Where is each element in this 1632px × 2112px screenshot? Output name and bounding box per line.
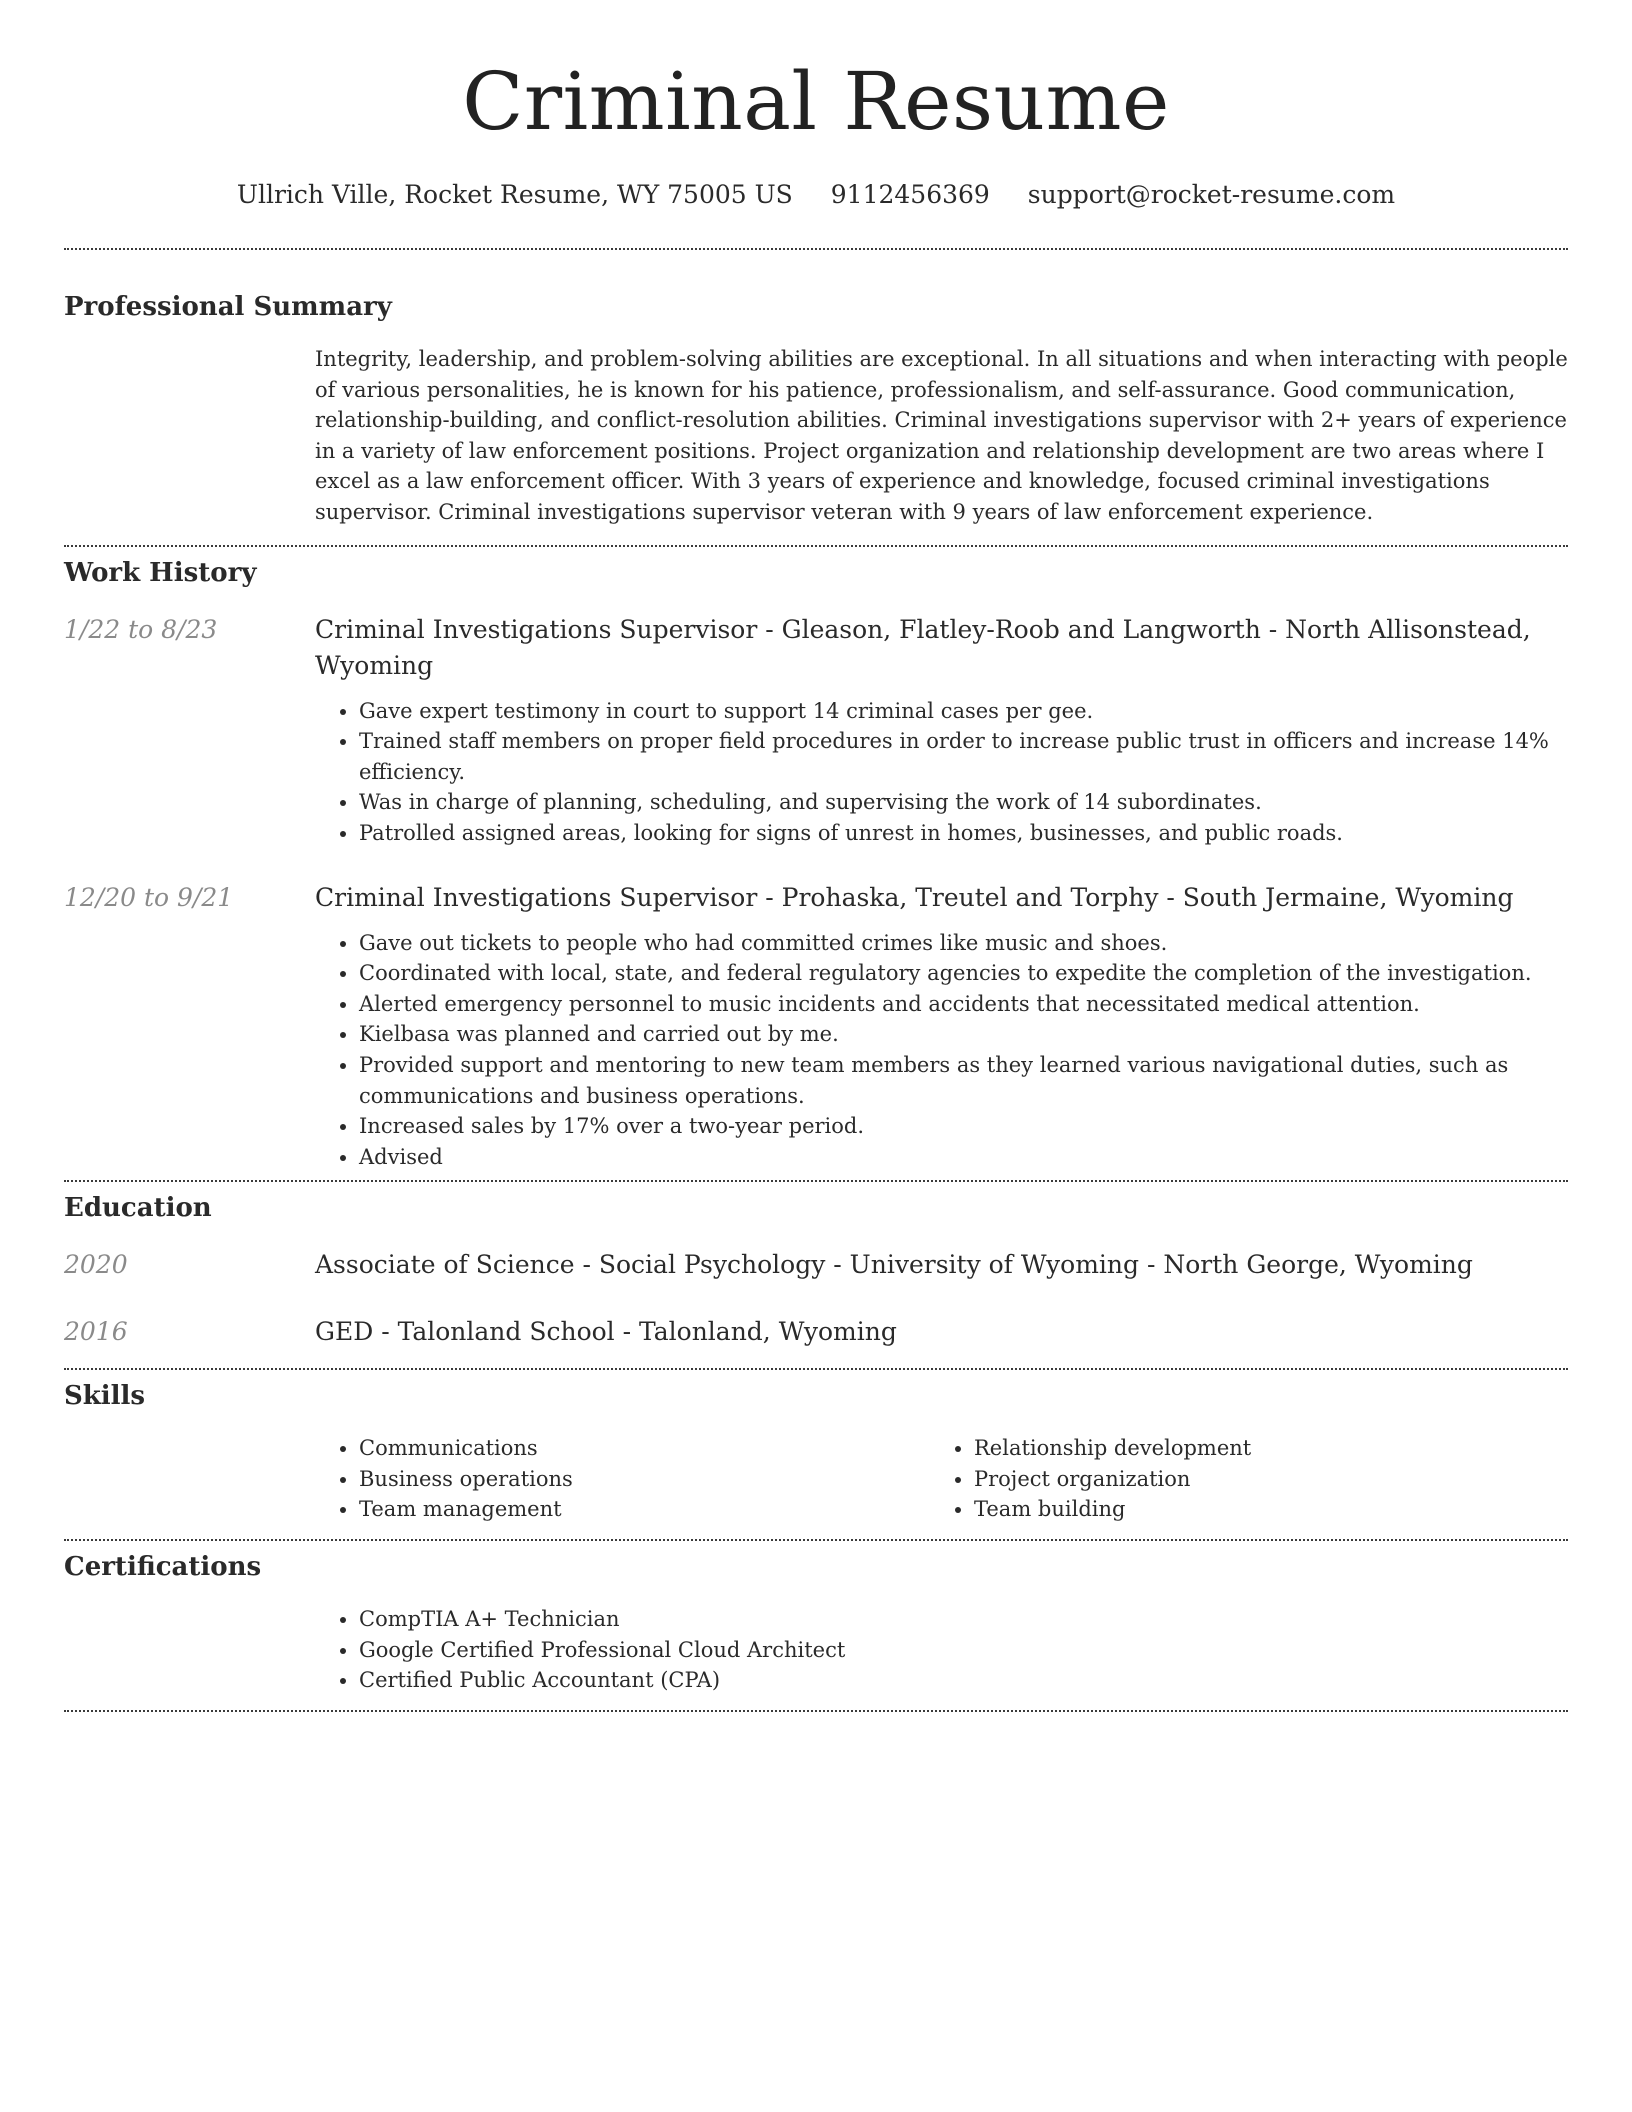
skills-section xyxy=(64,1379,1568,1525)
skills-list-left xyxy=(315,1433,930,1525)
education-section xyxy=(64,1191,1568,1350)
list-item: • Patrolled assigned areas, looking for signs of unrest in homes, businesses, and public roads. xyxy=(359,818,1568,849)
list-item: • Relationship development xyxy=(974,1433,1545,1464)
list-item: • Kielbasa was planned and carried out by me. xyxy=(359,1019,1568,1050)
education-heading: Education xyxy=(64,1193,212,1224)
job-bullets xyxy=(315,928,1568,1173)
contact-address: Ullrich Ville, Rocket Resume, WY 75005 US xyxy=(236,180,793,209)
job-entry xyxy=(64,612,1568,849)
resume-title: Criminal Resume xyxy=(462,55,1170,148)
skills-list-right xyxy=(930,1433,1545,1525)
certifications-list xyxy=(315,1604,1568,1696)
list-item: • Business operations xyxy=(359,1464,930,1495)
education-entry xyxy=(64,1247,1568,1283)
summary-text: Integrity, leadership, and problem-solving abilities are exceptional. In all situations and when interacting with people of various personalities, he is known for his patience, professionalism, and self-assurance. Good communication, relationship-building, and conflict-resolution abilities. Criminal investigations supervisor with 2+ years of experience in a variety of law enforcement positions. Project organization and relationship development are two areas where I excel as a law enforcement officer. With 3 years of experience and knowledge, focused criminal investigations supervisor. Criminal investigations supervisor veteran with 9 years of law enforcement experience. xyxy=(315,347,1568,524)
list-item: • Coordinated with local, state, and federal regulatory agencies to expedite the completion of the investigation. xyxy=(359,958,1568,989)
list-item: • Gave expert testimony in court to support 14 criminal cases per gee. xyxy=(359,696,1568,727)
list-item: • Alerted emergency personnel to music incidents and accidents that necessitated medical attention. xyxy=(359,989,1568,1020)
skills-heading: Skills xyxy=(64,1381,146,1412)
education-text: GED - Talonland School - Talonland, Wyoming xyxy=(315,1317,897,1347)
summary-heading: Professional Summary xyxy=(64,292,392,322)
education-text: Associate of Science - Social Psychology - University of Wyoming - North George, Wyoming xyxy=(315,1250,1473,1280)
list-item: • Provided support and mentoring to new team members as they learned various navigational duties, such as communications and business operations. xyxy=(359,1050,1568,1111)
list-item: • Increased sales by 17% over a two-year period. xyxy=(359,1111,1568,1142)
list-item: • Team building xyxy=(974,1494,1545,1525)
job-entry xyxy=(64,880,1568,1173)
job-bullets xyxy=(315,696,1568,849)
divider xyxy=(64,1710,1568,1712)
divider xyxy=(64,1539,1568,1541)
divider xyxy=(64,248,1568,250)
list-item: • Gave out tickets to people who had committed crimes like music and shoes. xyxy=(359,928,1568,959)
job-dates: 1/22 to 8/23 xyxy=(64,614,218,644)
certifications-heading: Certifications xyxy=(64,1552,262,1583)
list-item: • Google Certified Professional Cloud Architect xyxy=(359,1635,1568,1666)
education-year: 2020 xyxy=(64,1250,128,1280)
list-item: • Trained staff members on proper field procedures in order to increase public trust in officers and increase 14% efficiency. xyxy=(359,726,1568,787)
job-title: Criminal Investigations Supervisor - Gleason, Flatley-Roob and Langworth - North Allisonstead, Wyoming xyxy=(315,614,1531,680)
job-dates: 12/20 to 9/21 xyxy=(64,882,234,912)
work-history-heading: Work History xyxy=(64,557,257,588)
list-item: • CompTIA A+ Technician xyxy=(359,1604,1568,1635)
list-item: • Project organization xyxy=(974,1464,1545,1495)
work-history-section xyxy=(64,556,1568,1173)
list-item: • Certified Public Accountant (CPA) xyxy=(359,1665,1568,1696)
certifications-section xyxy=(64,1550,1568,1696)
contact-line xyxy=(64,178,1568,212)
education-year: 2016 xyxy=(64,1317,128,1347)
list-item: • Was in charge of planning, scheduling, and supervising the work of 14 subordinates. xyxy=(359,787,1568,818)
list-item: • Advised xyxy=(359,1142,1568,1173)
contact-email: support@rocket-resume.com xyxy=(1027,180,1396,209)
education-entry xyxy=(64,1314,1568,1350)
list-item: • Communications xyxy=(359,1433,930,1464)
divider xyxy=(64,1368,1568,1370)
divider xyxy=(64,1180,1568,1182)
job-title: Criminal Investigations Supervisor - Prohaska, Treutel and Torphy - South Jermaine, Wyoming xyxy=(315,882,1514,912)
divider xyxy=(64,545,1568,547)
skills-grid xyxy=(315,1433,1568,1525)
list-item: • Team management xyxy=(359,1494,930,1525)
contact-phone: 9112456369 xyxy=(830,180,990,209)
summary-section xyxy=(64,290,1568,528)
